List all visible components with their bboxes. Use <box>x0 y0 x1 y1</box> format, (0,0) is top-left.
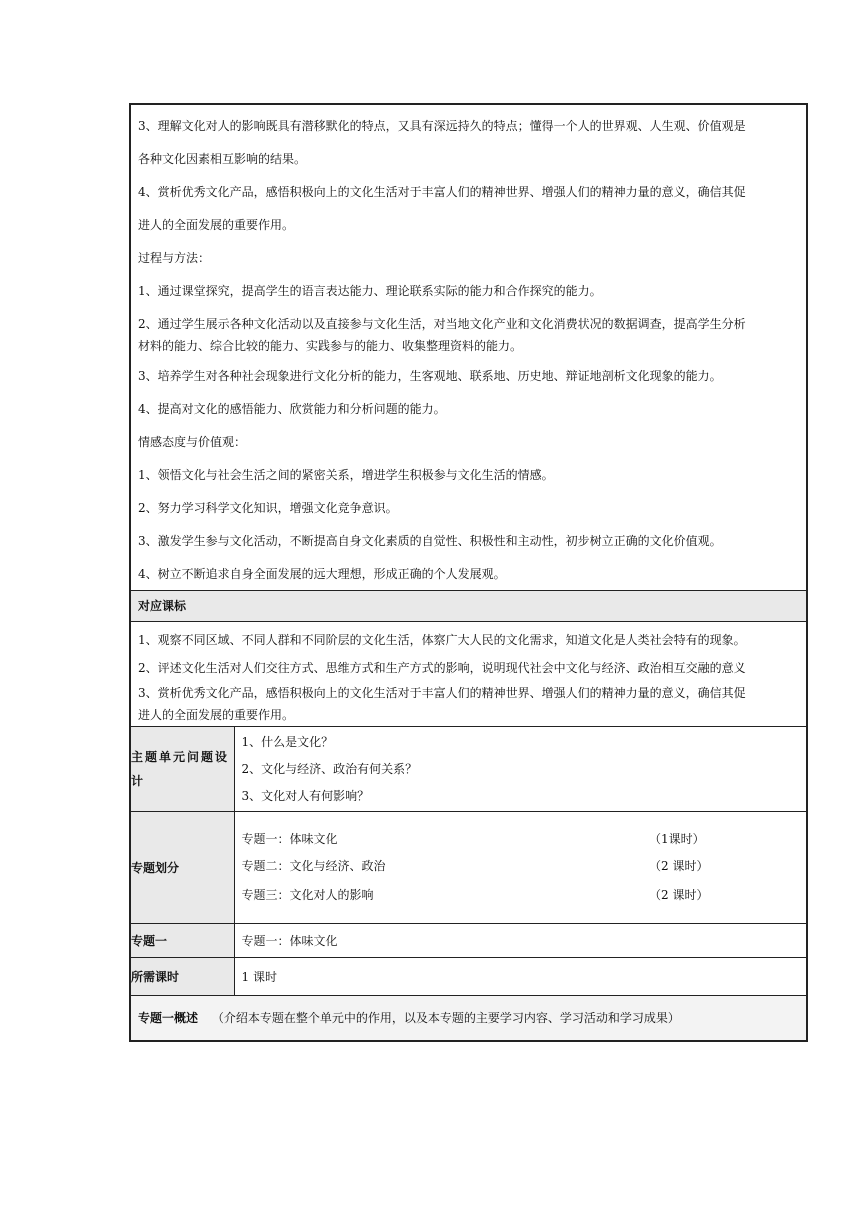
unit-plan-table <box>129 103 808 1042</box>
goal-line: 3、培养学生对各种社会现象进行文化分析的能力，生客观地、联系地、历史地、辩证地剖析文化现象的能力。 <box>138 368 722 383</box>
goal-line: 1、通过课堂探究，提高学生的语言表达能力、理论联系实际的能力和合作探究的能力。 <box>138 283 602 298</box>
goal-line: 4、赏析优秀文化产品，感悟积极向上的文化生活对于丰富人们的精神世界、增强人们的精神力量的意义，确信其促 <box>138 184 746 199</box>
goal-line: 进人的全面发展的重要作用。 <box>138 217 295 232</box>
goal-line: 1、领悟文化与社会生活之间的紧密关系，增进学生积极参与文化生活的情感。 <box>138 467 554 482</box>
topic-item <box>235 879 807 911</box>
hours-label: 所需课时 <box>131 970 180 984</box>
question-item: 1、什么是文化？ <box>241 735 334 749</box>
overview-label: 专题一概述 <box>138 1011 199 1025</box>
goal-line: 过程与方法： <box>138 250 211 265</box>
standards-row <box>130 622 807 727</box>
goal-line: 各种文化因素相互影响的结果。 <box>138 151 307 166</box>
goal-line: 材料的能力、综合比较的能力、实践参与的能力、收集整理资料的能力。 <box>138 339 523 353</box>
hours-row <box>130 958 807 996</box>
topic1-label: 专题一 <box>131 934 168 948</box>
topics-label: 专题划分 <box>131 861 180 875</box>
questions-label: 主题单元问题设计 <box>131 750 230 788</box>
goal-line: 3、理解文化对人的影响既具有潜移默化的特点，又具有深远持久的特点；懂得一个人的世界观、人生观、价值观是 <box>138 118 746 133</box>
goals-cell <box>130 104 807 591</box>
standards-header-row <box>130 591 807 622</box>
topic-name: 专题三：文化对人的影响 <box>241 888 374 902</box>
goal-line: 3、激发学生参与文化活动，不断提高自身文化素质的自觉性、积极性和主动性，初步树立正确的文化价值观。 <box>138 533 722 548</box>
overview-desc: （介绍本专题在整个单元中的作用，以及本专题的主要学习内容、学习活动和学习成果） <box>211 1011 680 1025</box>
topic-hours: （2 课时） <box>649 888 709 902</box>
standards-header: 对应课标 <box>138 599 187 613</box>
overview-text <box>131 1010 806 1026</box>
document-page <box>129 103 806 1042</box>
topics-row <box>130 812 807 924</box>
topic-name: 专题二：文化与经济、政治 <box>241 858 386 873</box>
standard-line: 2、评述文化生活对人们交往方式、思维方式和生产方式的影响，说明现代社会中文化与经济、政治相互交融的意义 <box>138 661 746 675</box>
goal-line: 2、努力学习科学文化知识，增强文化竞争意识。 <box>138 500 398 515</box>
hours-value: 1 课时 <box>241 969 277 984</box>
topic-item <box>235 825 807 852</box>
goal-line: 情感态度与价值观： <box>138 434 247 449</box>
topic-hours: （2 课时） <box>649 858 709 873</box>
standard-line: 进人的全面发展的重要作用。 <box>138 708 295 722</box>
questions-row <box>130 727 807 812</box>
question-item: 3、文化对人有何影响？ <box>241 789 370 803</box>
goal-line: 4、提高对文化的感悟能力、欣赏能力和分析问题的能力。 <box>138 401 446 416</box>
question-item: 2、文化与经济、政治有何关系？ <box>241 762 418 776</box>
overview-row <box>130 996 807 1042</box>
topic-item <box>235 852 807 879</box>
goal-line: 2、通过学生展示各种文化活动以及直接参与文化生活，对当地文化产业和文化消费状况的数据调查，提高学生分析 <box>138 317 746 331</box>
standard-line: 3、赏析优秀文化产品，感悟积极向上的文化生活对于丰富人们的精神世界、增强人们的精神力量的意义，确信其促 <box>138 686 746 700</box>
goals-row <box>130 104 807 591</box>
goal-line: 4、树立不断追求自身全面发展的远大理想，形成正确的个人发展观。 <box>138 566 506 581</box>
topic1-row <box>130 924 807 958</box>
topic1-value: 专题一：体味文化 <box>241 933 338 948</box>
standard-line: 1、观察不同区域、不同人群和不同阶层的文化生活，体察广大人民的文化需求，知道文化是人类社会特有的现象。 <box>138 633 746 647</box>
topic-hours: （1课时） <box>649 831 705 846</box>
topic-name: 专题一：体味文化 <box>241 831 338 846</box>
